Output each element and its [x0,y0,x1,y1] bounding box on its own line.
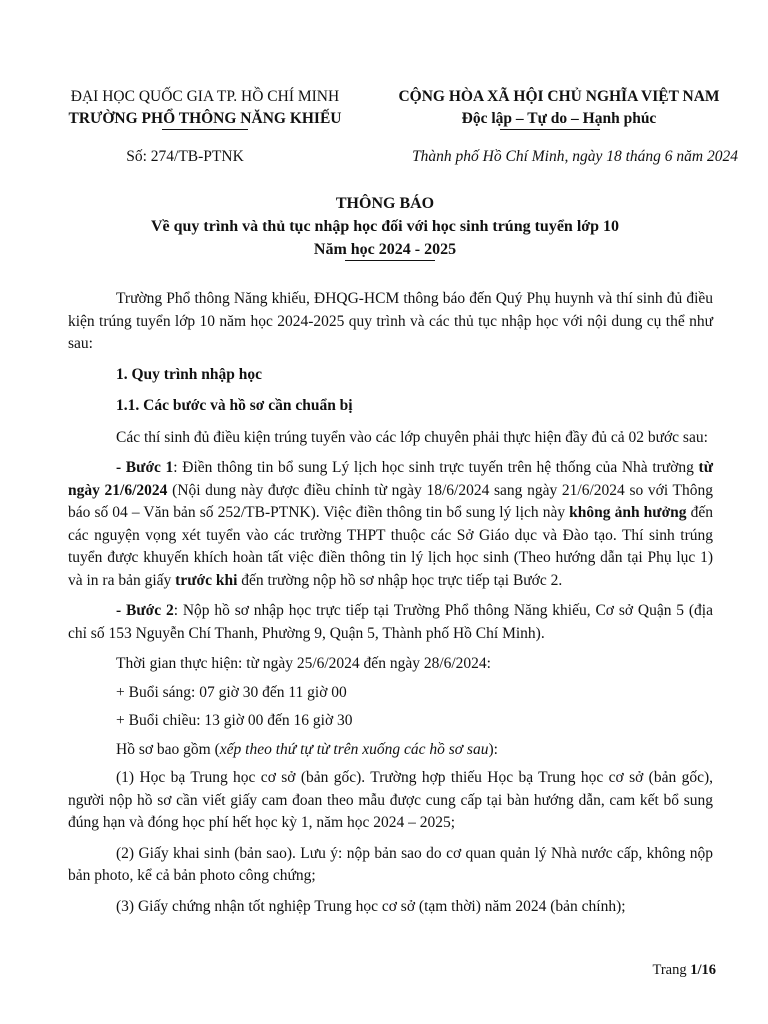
title-underline [345,260,435,261]
intro-paragraph: Trường Phổ thông Năng khiếu, ĐHQG-HCM thông báo đến Quý Phụ huynh và thí sinh đủ điều kiện trúng tuyển lớp 10 năm học 2024-2025 quy trình và các thủ tục nhập học với nội dung cụ thể như sau: [68,290,713,352]
page-label: Trang [652,962,691,978]
national-line1: CỘNG HÒA XÃ HỘI CHỦ NGHĨA VIỆT NAM [398,88,720,105]
document-number: Số: 274/TB-PTNK [126,148,244,165]
dossier-suffix: ): [488,740,498,758]
time-paragraph: Thời gian thực hiện: từ ngày 25/6/2024 đến ngày 28/6/2024: [116,655,491,672]
page-number: 1/16 [690,962,716,978]
dossier-intro [68,739,713,762]
title-line1: THÔNG BÁO [335,195,435,212]
afternoon-session: + Buổi chiều: 13 giờ 00 đến 16 giờ 30 [116,712,353,729]
morning-session: + Buổi sáng: 07 giờ 30 đến 11 giờ 00 [116,683,347,701]
step1-date: từ ngày 21/6/2024 [68,459,713,499]
national-motto: Độc lập – Tự do – Hạnh phúc [461,110,657,127]
place-date: Thành phố Hồ Chí Minh, ngày 18 tháng 6 năm 2024 [412,148,738,165]
step2-paragraph [68,600,713,645]
step1-before: trước khi [175,571,238,589]
page-footer [652,962,716,979]
issuer-header [40,86,370,130]
dossier-item-2: (2) Giấy khai sinh (bản sao). Lưu ý: nộp bản sao do cơ quan quản lý Nhà nước cấp, không nộp bản photo, kể cả bản photo công chứng; [68,844,713,884]
steps-paragraph: Các thí sinh đủ điều kiện trúng tuyển vào các lớp chuyên phải thực hiện đầy đủ cả 02 bước sau: [116,428,708,446]
step1-text-2: (Nội dung này được điều chỉnh từ ngày 18/6/2024 sang ngày 21/6/2024 so với Thông báo số 04 – Văn bản số 252/TB-PTNK). Việc điền thông tin bổ sung lý lịch này [68,481,714,521]
title-line3: Năm học 2024 - 2025 [313,241,457,258]
dossier-prefix: Hồ sơ bao gồm ( [116,740,220,758]
national-header [378,86,740,130]
issuer-line2: TRƯỜNG PHỔ THÔNG NĂNG KHIẾU [68,110,342,127]
step1-text: : Điền thông tin bổ sung Lý lịch học sinh trực tuyến trên hệ thống của Nhà trường [173,459,699,476]
issuer-underline [162,129,248,130]
step2-label: - Bước 2 [116,602,174,619]
document-title [40,192,730,261]
section-heading-1: 1. Quy trình nhập học [116,365,263,383]
step1-text-3: đến các nguyện vọng xét tuyển vào các trường THPT thuộc các Sở Giáo dục và Đào tạo. Thí sinh trúng tuyển được khuyến khích hoàn tất việc điền thông tin lý lịch học sinh (Theo hướng dẫn tại Phụ lục 1) và in ra bản giấy [68,504,713,589]
dossier-item-3: (3) Giấy chứng nhận tốt nghiệp Trung học cơ sở (tạm thời) năm 2024 (bản chính); [116,897,626,915]
step1-paragraph [68,457,713,592]
title-line2: Về quy trình và thủ tục nhập học đối với học sinh trúng tuyển lớp 10 [150,218,620,235]
dossier-item-1: (1) Học bạ Trung học cơ sở (bản gốc). Trường hợp thiếu Học bạ Trung học cơ sở (bản gốc), người nộp hồ sơ cần viết giấy cam đoan theo mẫu được cung cấp tại bàn hướng dẫn, cam kết bổ sung đúng hạn và đóng học phí hết học kỳ 1, năm học 2024 – 2025; [68,769,713,831]
dossier-order-note: xếp theo thứ tự từ trên xuống các hồ sơ sau [219,740,489,758]
step2-text: : Nộp hồ sơ nhập học trực tiếp tại Trường Phổ thông Năng khiếu, Cơ sở Quận 5 (địa chỉ số 153 Nguyễn Chí Thanh, Phường 9, Quận 5, Thành phố Hồ Chí Minh). [68,602,713,642]
section-heading-1-1: 1.1. Các bước và hồ sơ cần chuẩn bị [116,397,353,414]
issuer-line1: ĐẠI HỌC QUỐC GIA TP. HỒ CHÍ MINH [70,88,340,105]
document-body [68,288,713,926]
step1-label: - Bước 1 [116,459,174,476]
step1-emphasis: không ảnh hưởng [569,504,687,521]
step1-text-4: đến trường nộp hồ sơ nhập học trực tiếp tại Bước 2. [237,571,563,589]
motto-underline [500,129,600,130]
